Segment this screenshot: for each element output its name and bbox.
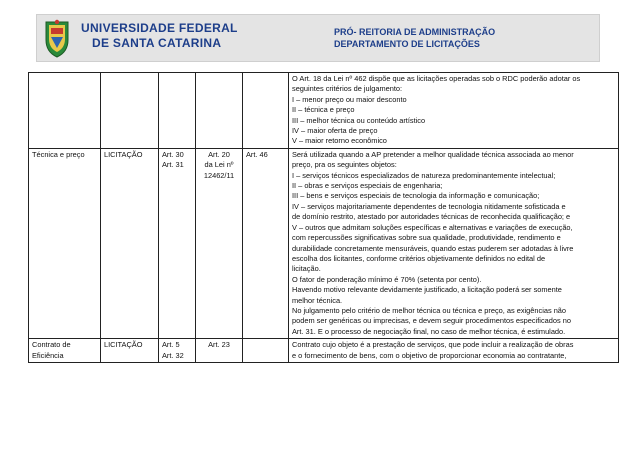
cell-line: durabilidade concretamente mensuráveis, quando estas puderem ser adotadas à livre [292, 243, 574, 253]
cell-line: Art. 30 [162, 149, 184, 159]
ufsc-crest-icon [43, 18, 71, 58]
decree-article-cell [243, 339, 289, 363]
department-name-line2: DEPARTAMENTO DE LICITAÇÕES [334, 39, 480, 49]
cell-line: da Lei nº [204, 160, 234, 170]
department-name-line1: PRÓ- REITORIA DE ADMINISTRAÇÃO [334, 27, 496, 37]
table-row [29, 148, 619, 338]
law-article-cell [196, 148, 243, 338]
cell-line: II – técnica e preço [292, 105, 355, 115]
cell-line: I – menor preço ou maior desconto [292, 94, 407, 104]
criterion-cell [29, 73, 101, 149]
criterion-cell [29, 148, 101, 338]
cell-line: Será utilizada quando a AP pretender a melhor qualidade técnica associada ao menor [292, 149, 574, 159]
cell-line: O Art. 18 da Lei nº 462 dispõe que as licitações operadas sob o RDC poderão adotar os [292, 74, 581, 83]
cell-line: escolha dos licitantes, conforme critérios objetivamente definidos no edital de [292, 253, 546, 263]
university-name-line1: UNIVERSIDADE FEDERAL [81, 21, 238, 35]
cell-line: LICITAÇÃO [104, 340, 143, 350]
cell-line: Art. 46 [246, 149, 268, 159]
cell-line: Havendo motivo relevante devidamente justificado, a licitação poderá ser somente [292, 285, 562, 295]
criterion-cell [29, 339, 101, 363]
cell-line: O fator de ponderação mínimo é 70% (setenta por cento). [292, 274, 482, 284]
university-name-line2: DE SANTA CATARINA [92, 36, 222, 50]
cell-line: preço, pra os seguintes objetos: [292, 160, 397, 170]
table-row [29, 339, 619, 363]
article-cell [159, 148, 196, 338]
cell-line: No julgamento pelo critério de melhor técnica ou técnica e preço, as exigências não [292, 305, 567, 315]
cell-line: I – serviços técnicos especializados de natureza predominantemente intelectual; [292, 170, 556, 180]
cell-line: Art. 5 [162, 340, 180, 350]
cell-line: LICITAÇÃO [104, 149, 143, 159]
modality-cell [101, 73, 159, 149]
description-cell [289, 148, 619, 338]
description-cell [289, 73, 619, 149]
cell-line: seguintes critérios de julgamento: [292, 84, 403, 94]
cell-line: III – bens e serviços especiais de tecnologia da informação e comunicação; [292, 191, 540, 201]
cell-line: Contrato cujo objeto é a prestação de serviços, que pode incluir a realização de obras [292, 340, 574, 350]
cell-line: Art. 20 [208, 149, 230, 159]
table-row [29, 73, 619, 149]
cell-line: Art. 32 [162, 350, 184, 360]
cell-line: Contrato de [32, 340, 71, 350]
cell-line: e o fornecimento de bens, com o objetivo de proporcionar economia ao contratante, [292, 350, 567, 360]
cell-line: Art. 31 [162, 160, 184, 170]
decree-article-cell [243, 73, 289, 149]
page-header [36, 14, 600, 62]
cell-line: II – obras e serviços especiais de engenharia; [292, 181, 443, 191]
cell-line: 12462/11 [203, 170, 235, 180]
cell-line: III – melhor técnica ou conteúdo artístico [292, 115, 426, 125]
law-article-cell [196, 73, 243, 149]
cell-line: melhor técnica. [292, 295, 343, 305]
modality-cell [101, 148, 159, 338]
description-cell [289, 339, 619, 363]
cell-line: IV – maior oferta de preço [292, 126, 378, 136]
decree-article-cell [243, 148, 289, 338]
cell-line: com repercussões significativas sobre sua qualidade, produtividade, rendimento e [292, 233, 561, 243]
cell-line: V – outros que admitam soluções específicas e alternativas e variações de execução, [292, 222, 573, 232]
cell-line: Eficiência [32, 350, 64, 360]
cell-line: de domínio restrito, atestado por autoridades técnicas de reconhecida qualificação; e [292, 212, 571, 222]
cell-line: IV – serviços majoritariamente dependentes de tecnologia nitidamente sofisticada e [292, 201, 566, 211]
cell-line: licitação. [292, 264, 321, 274]
article-cell [159, 339, 196, 363]
modality-cell [101, 339, 159, 363]
article-cell [159, 73, 196, 149]
law-article-cell [196, 339, 243, 363]
criteria-table [28, 72, 619, 363]
cell-line: podem ser genéricas ou imprecisas, e devem seguir procedimentos especificados no [292, 316, 571, 326]
cell-line: Técnica e preço [32, 149, 85, 159]
cell-line: Art. 23 [208, 340, 230, 350]
cell-line: Art. 31. E o processo de negociação final, no caso de melhor técnica, é estimulado. [292, 326, 566, 336]
cell-line: V – maior retorno econômico [292, 136, 387, 146]
